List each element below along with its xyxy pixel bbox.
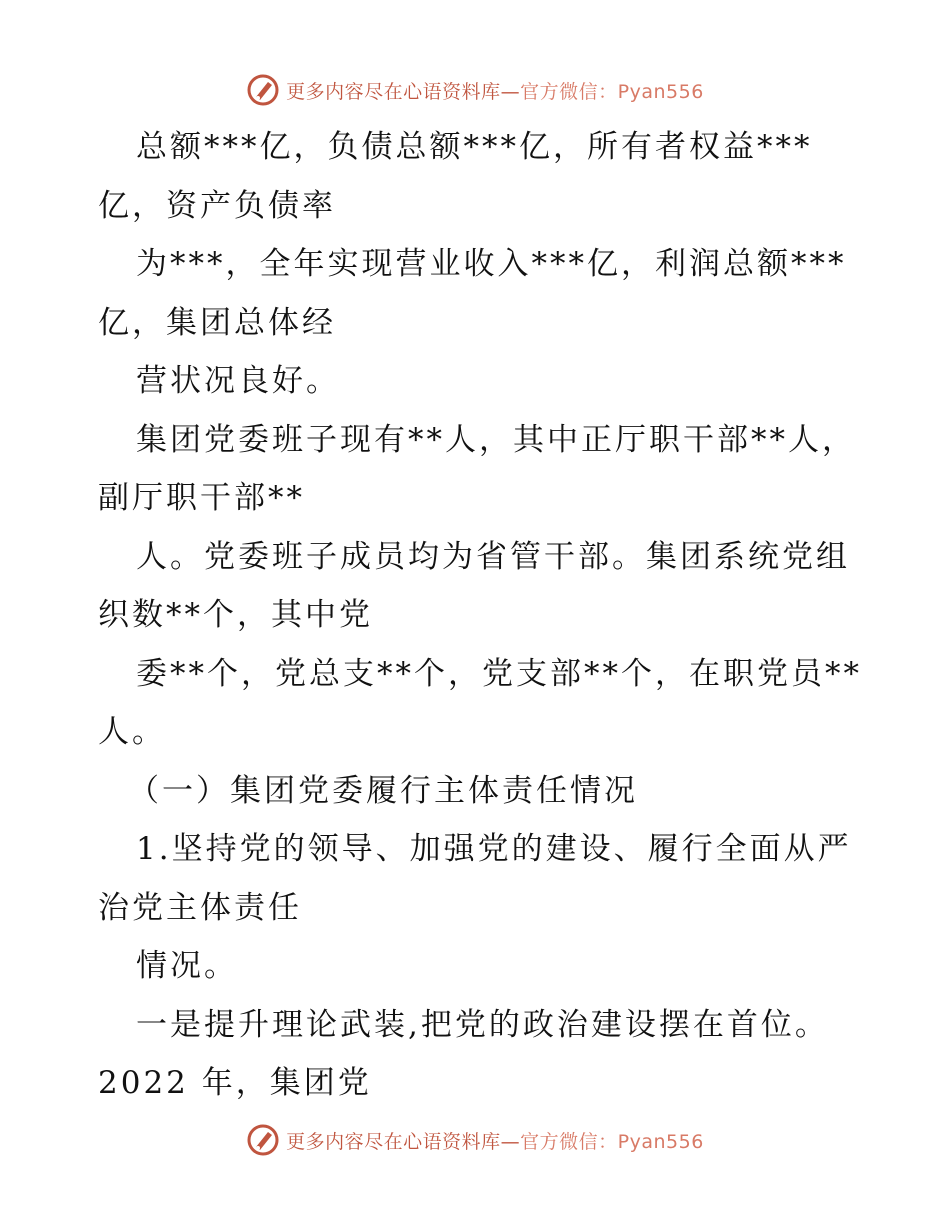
pen-seal-icon	[246, 73, 280, 107]
paragraph-line: 情况。	[136, 948, 238, 984]
paragraph-line: 委**个，党总支**个，党支部**个，在职党员**	[136, 655, 862, 692]
watermark-contact: 官方微信：Pyan556	[520, 1130, 704, 1153]
paragraph-line: 副厅职干部**	[98, 480, 305, 516]
header-watermark	[0, 70, 950, 110]
paragraph-line: 亿，资产负债率	[98, 187, 336, 224]
watermark-contact: 官方微信：Pyan556	[520, 80, 704, 103]
watermark-separator: —	[500, 80, 521, 103]
subsection-heading: 1.坚持党的领导、加强党的建设、履行全面从严	[136, 831, 852, 867]
pen-seal-icon	[246, 1123, 280, 1157]
paragraph-line: 为***，全年实现营业收入***亿，利润总额***	[136, 246, 847, 282]
section-heading: （一）集团党委履行主体责任情况	[128, 772, 638, 809]
paragraph-line: 2022 年，集团党	[98, 1065, 372, 1101]
paragraph-line: 一是提升理论武装,把党的政治建设摆在首位。	[136, 1006, 829, 1043]
paragraph-line: 亿，集团总体经	[98, 304, 336, 341]
paragraph-line: 营状况良好。	[136, 363, 340, 399]
subsection-heading: 治党主体责任	[98, 889, 302, 926]
paragraph-line: 织数**个，其中党	[98, 597, 373, 633]
watermark-separator: —	[500, 1130, 521, 1153]
paragraph-line: 人。	[98, 714, 166, 750]
paragraph-line: 集团党委班子现有**人，其中正厅职干部**人，	[136, 421, 856, 458]
watermark-text: 更多内容尽在心语资料库	[286, 1130, 501, 1153]
footer-watermark	[0, 1120, 950, 1160]
document-body	[98, 118, 862, 1113]
paragraph-line: 总额***亿，负债总额***亿，所有者权益***	[136, 129, 813, 165]
watermark-text: 更多内容尽在心语资料库	[286, 80, 501, 103]
paragraph-line: 人。党委班子成员均为省管干部。集团系统党组	[136, 538, 850, 575]
